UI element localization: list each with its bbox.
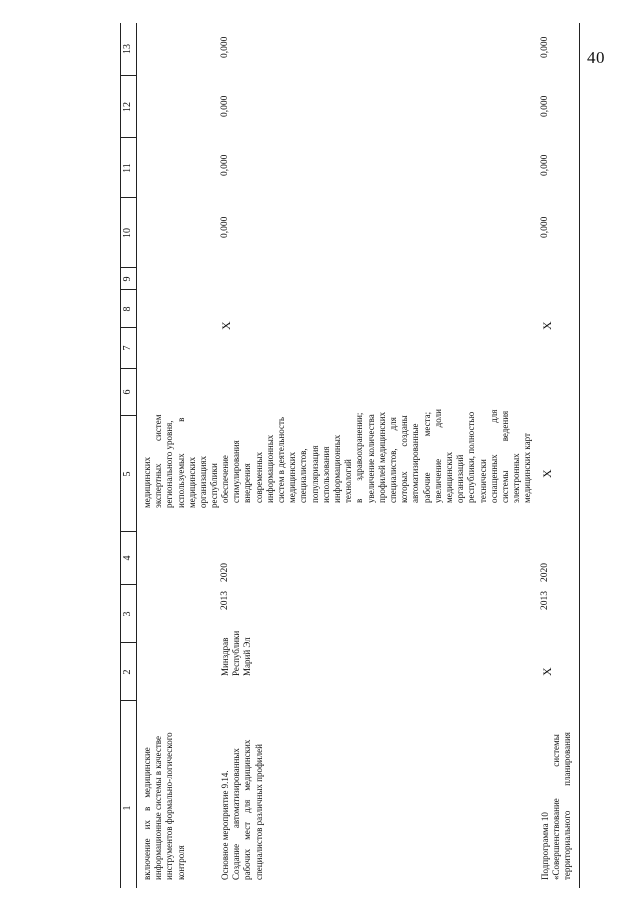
col-divider <box>120 415 136 416</box>
col-header-3: 3 <box>122 611 133 617</box>
row-b-col2-text: Минздрав Республики Марий Эл <box>220 630 253 676</box>
row-b-col10-value: 0,000 <box>220 216 230 238</box>
row-c-col1-text: Подпрограмма 10 «Совершенствование системы территориального планирования <box>540 732 573 880</box>
row-c-col5-mark: Х <box>540 469 554 478</box>
col-divider <box>120 197 136 198</box>
data-table-rotated <box>120 23 580 888</box>
col-header-12: 12 <box>122 102 133 112</box>
row-c-col8-mark: Х <box>540 321 554 330</box>
row-b-col12-value: 0,000 <box>220 95 230 117</box>
row-c-col13-value: 0,000 <box>540 36 550 58</box>
header-row-border <box>136 23 137 888</box>
row-b-col1-text: Основное мероприятие 9.14. Создание автоматизированных рабочих мест для медицинских специалистов различных профилей <box>220 739 264 880</box>
row-c-col12-value: 0,000 <box>540 95 550 117</box>
row-a-col1-text: включение их в медицинские информационные системы в качестве инструментов формально-логического контроля <box>142 732 186 880</box>
row-a-col5-text: медицинских экспертных систем регионального уровня, используемых в медицинских организациях республики <box>142 414 220 508</box>
col-divider <box>120 531 136 532</box>
col-header-13: 13 <box>122 44 133 54</box>
row-c-col2-mark: Х <box>540 667 554 676</box>
row-c-col10-value: 0,000 <box>540 216 550 238</box>
col-header-5: 5 <box>122 471 133 477</box>
row-b-end-year: 2020 <box>220 563 230 582</box>
row-b-start-year: 2013 <box>220 591 230 610</box>
col-divider <box>120 75 136 76</box>
row-c-start-year: 2013 <box>540 591 550 610</box>
col-header-11: 11 <box>122 163 133 173</box>
col-header-6: 6 <box>122 389 133 395</box>
table-top-border <box>120 23 121 888</box>
col-header-2: 2 <box>122 669 133 675</box>
col-divider <box>120 368 136 369</box>
col-divider <box>120 137 136 138</box>
col-header-1: 1 <box>122 805 133 811</box>
row-b-col11-value: 0,000 <box>220 154 230 176</box>
col-header-10: 10 <box>122 228 133 238</box>
row-c-col11-value: 0,000 <box>540 154 550 176</box>
row-b-col13-value: 0,000 <box>220 36 230 58</box>
col-header-9: 9 <box>122 276 133 282</box>
row-c-end-year: 2020 <box>540 563 550 582</box>
col-divider <box>120 700 136 701</box>
col-header-8: 8 <box>122 306 133 312</box>
row-b-col5-text: обеспечение стимулирования внедрения современных информационных систем в деятельность медицинских специалистов, популяризация использования информационных технологий в здравоохранении; увеличение количества профилей медицинских специалистов, для которых созданы автоматизированные рабочие места; увеличение доли медицинских организаций республики, полностью технически оснащенных для системы ведения электронных медицинских карт <box>220 409 533 503</box>
col-header-4: 4 <box>122 555 133 561</box>
col-divider <box>120 584 136 585</box>
row-b-col8-mark: Х <box>219 321 233 330</box>
table-bottom-border <box>579 23 580 888</box>
page-number: 40 <box>587 48 605 67</box>
col-divider <box>120 642 136 643</box>
col-header-7: 7 <box>122 345 133 351</box>
